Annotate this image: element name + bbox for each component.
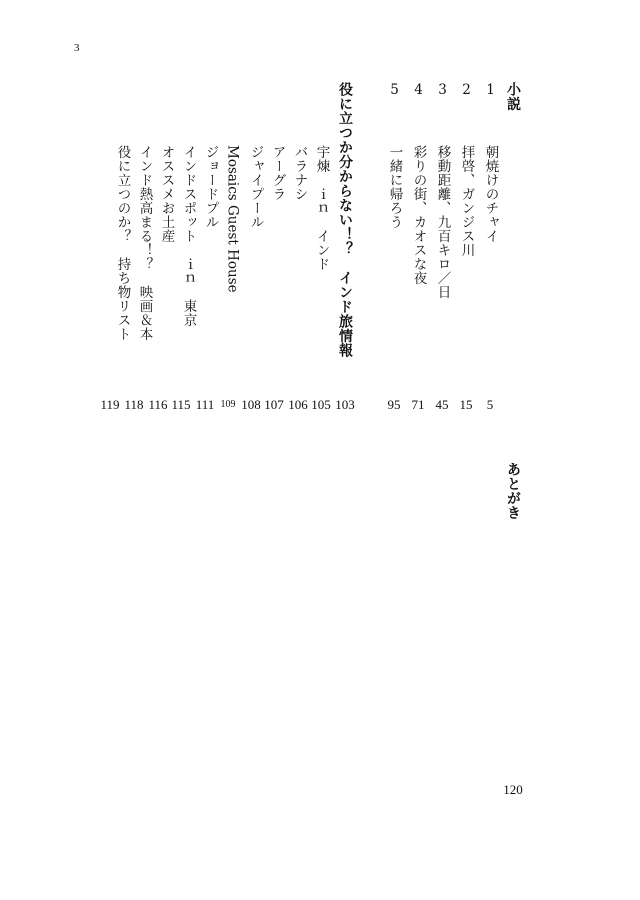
info-item-7-page: 111	[195, 397, 215, 412]
info-item-6-page: 109	[220, 399, 236, 410]
chapter-4-title: 彩りの街、カオスな夜	[410, 145, 427, 285]
chapter-2-number: 2	[458, 82, 475, 99]
info-item-5-page: 108	[241, 397, 261, 412]
chapter-5-page: 95	[387, 397, 401, 412]
afterword-page: 120	[503, 782, 523, 797]
chapter-2-title: 拝啓、ガンジス川	[458, 145, 475, 257]
chapter-3-title: 移動距離、九百キロ／日	[434, 145, 451, 299]
afterword-heading: あとがき	[505, 462, 521, 520]
info-item-6-title: ジョードプル	[202, 145, 219, 229]
info-item-9-title: インド熱高まる！？ 映画＆本	[136, 145, 153, 341]
chapter-5-title: 一緒に帰ろう	[386, 145, 403, 229]
info-item-8-page: 115	[171, 397, 191, 412]
chapter-1-title: 朝焼けのチャイ	[482, 145, 499, 243]
info-item-2-title: バラナシ	[291, 145, 308, 201]
info-item-1-title: 宇煉 ｉｎ インド	[313, 145, 330, 271]
info-item-10-title: 役に立つのか？ 持ち物リスト	[114, 145, 131, 341]
chapter-5-number: 5	[386, 82, 403, 99]
info-item-5-title: Mosaics Guest House	[224, 145, 241, 293]
page-number: 3	[74, 42, 80, 54]
chapter-4-page: 71	[411, 397, 425, 412]
info-item-8-title: オススメお土産	[158, 145, 175, 243]
info-item-1-page: 103	[335, 397, 355, 412]
chapter-2-page: 15	[459, 397, 473, 412]
info-item-3-page: 106	[288, 397, 308, 412]
chapter-3-page: 45	[435, 397, 449, 412]
info-item-4-title: ジャイプール	[247, 145, 264, 229]
info-item-7-title: インドスポット ｉｎ 東京	[180, 145, 197, 327]
novel-heading: 小説	[505, 82, 521, 111]
info-item-11-page: 119	[100, 397, 120, 412]
chapter-4-number: 4	[410, 82, 427, 99]
info-item-3-title: アーグラ	[269, 145, 286, 201]
chapter-1-page: 5	[486, 397, 494, 412]
chapter-1-number: 1	[482, 82, 499, 99]
info-item-4-page: 107	[264, 397, 284, 412]
info-heading: 役に立つか分からない！？ インド旅情報	[337, 82, 353, 358]
info-item-2-page: 105	[311, 397, 331, 412]
info-item-9-page: 116	[148, 397, 168, 412]
info-item-10-page: 118	[124, 397, 144, 412]
chapter-3-number: 3	[434, 82, 451, 99]
